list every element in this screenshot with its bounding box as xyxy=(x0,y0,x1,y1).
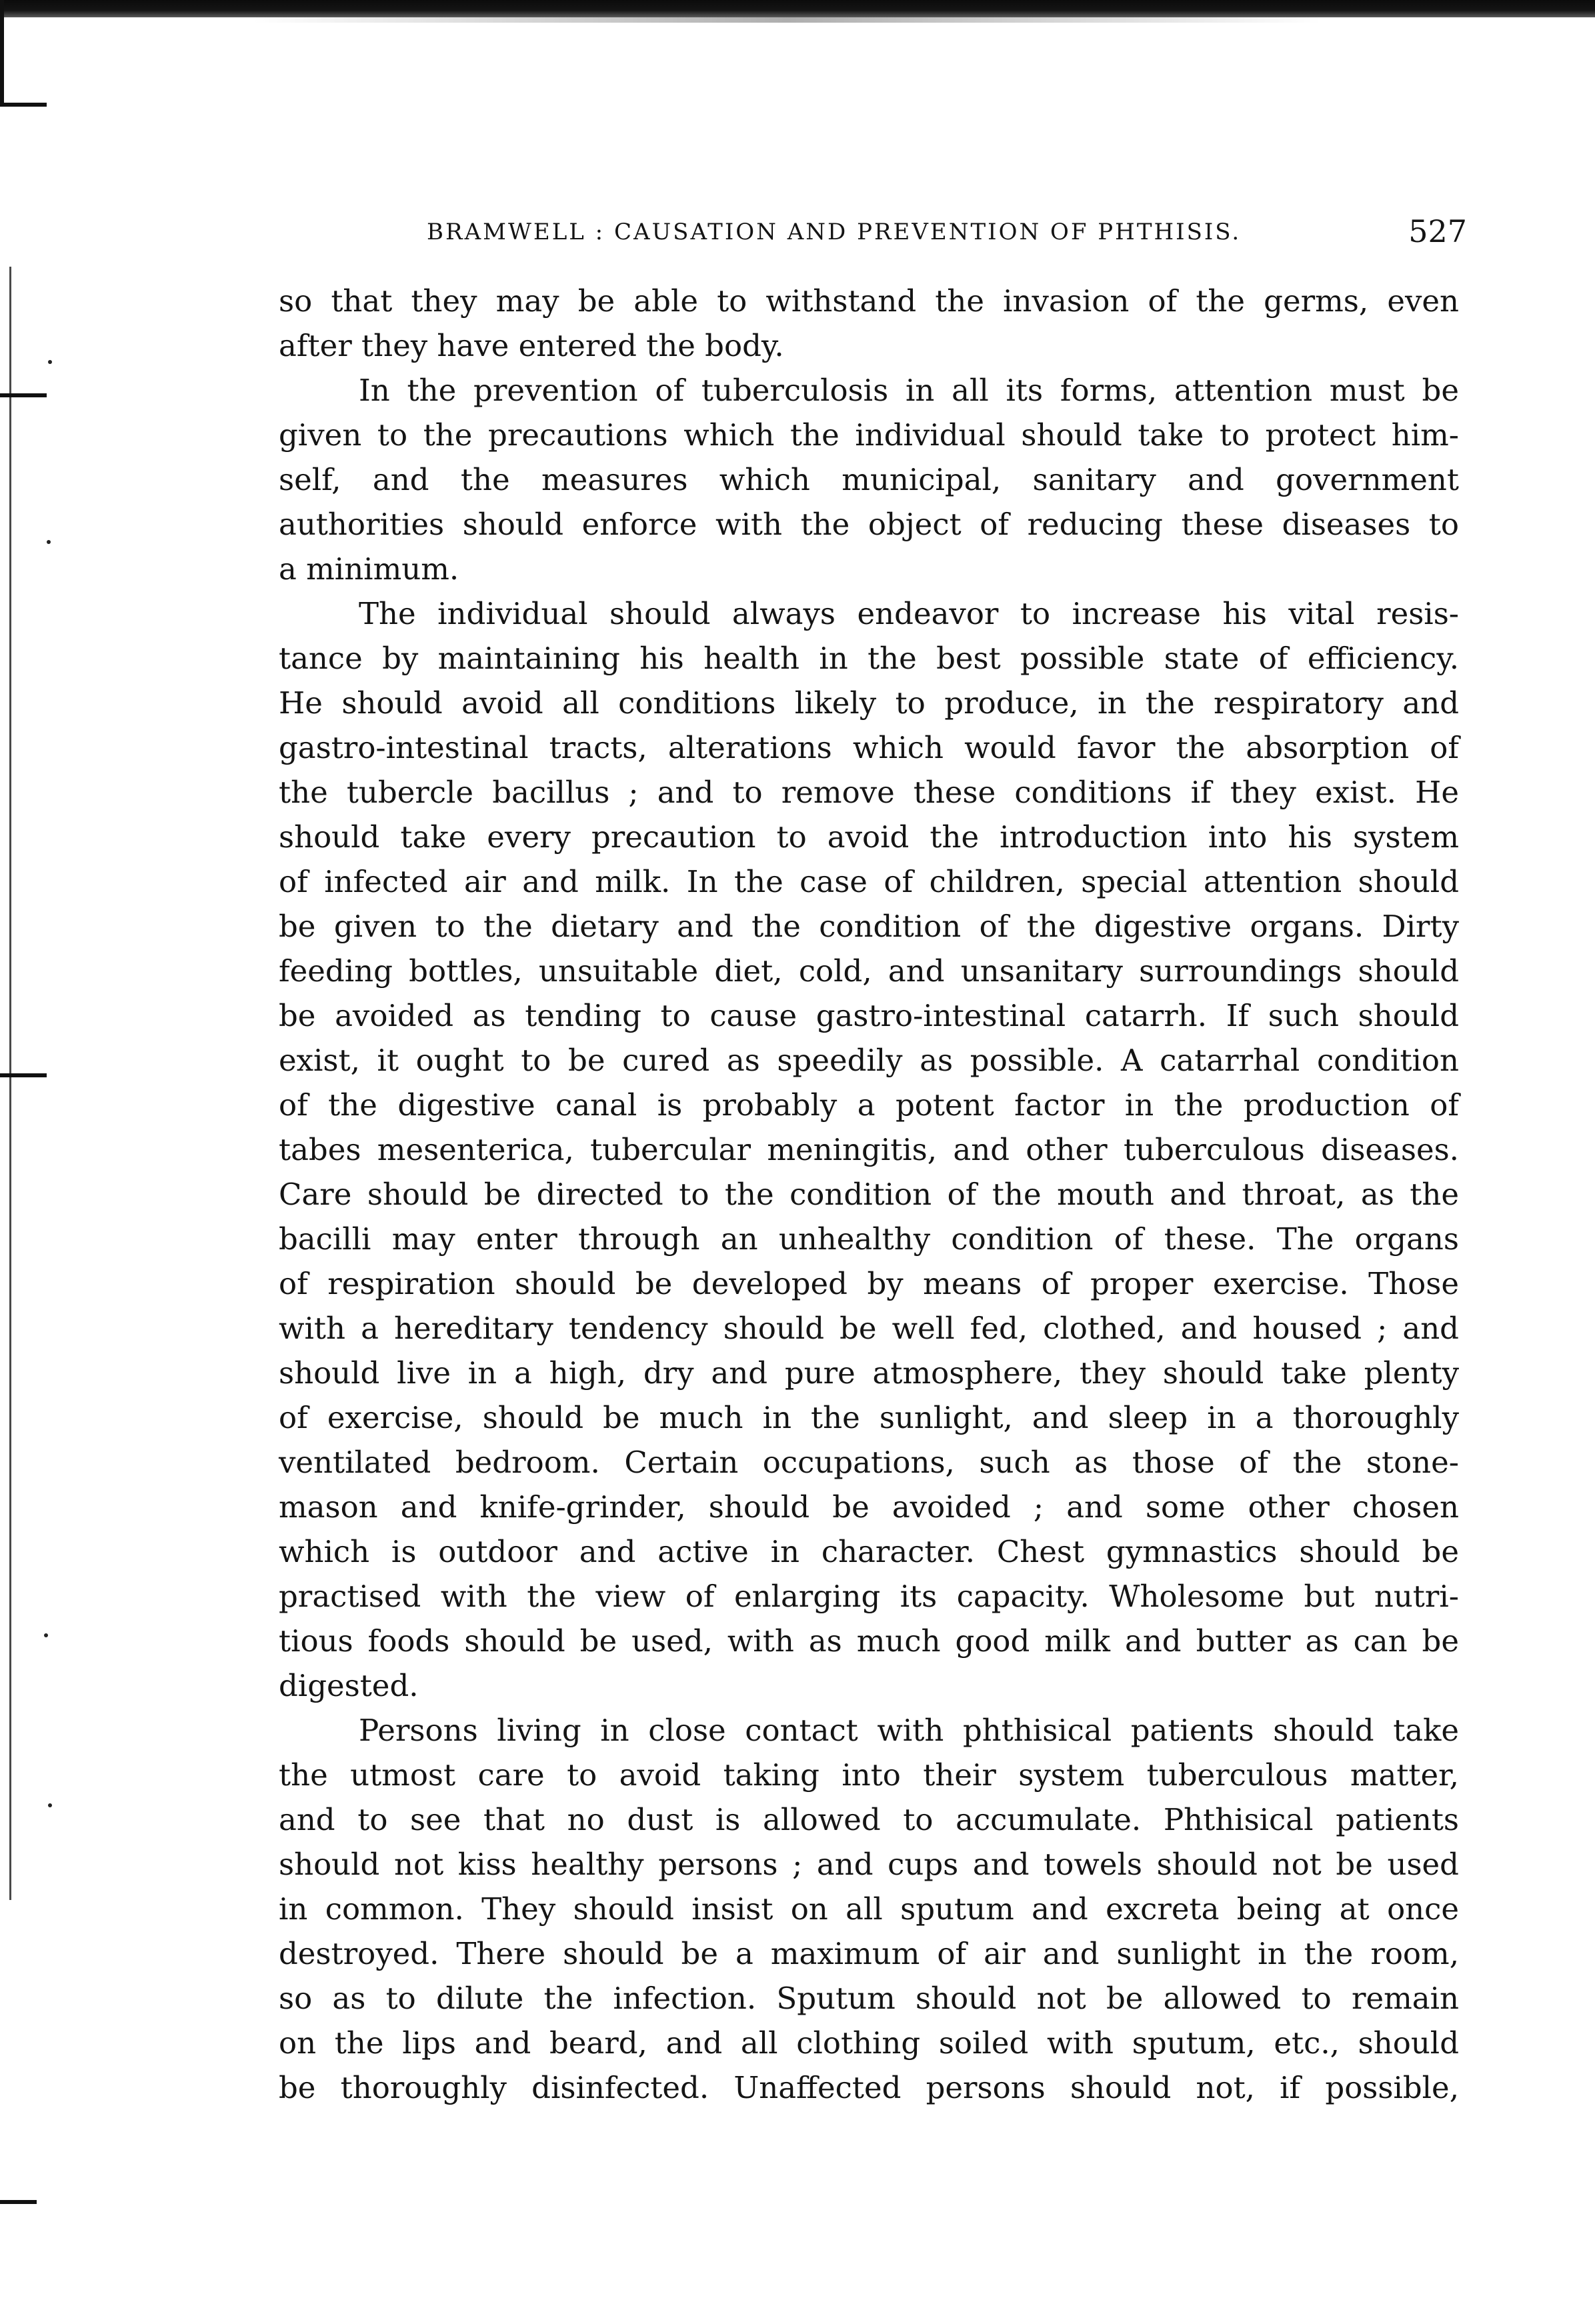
text-line: should not kiss healthy persons ; and cups and towels should not be used xyxy=(279,1847,1459,1882)
text-line: gastro-intestinal tracts, alterations which would favor the absorption of xyxy=(279,730,1459,765)
running-title: BRAMWELL : CAUSATION AND PREVENTION OF PHTHISIS. xyxy=(427,219,1242,245)
scan-speck xyxy=(48,1803,52,1807)
text-line: Persons living in close contact with phthisical patients should take xyxy=(359,1713,1459,1748)
scan-border-top xyxy=(0,0,1595,17)
text-line: in common. They should insist on all sputum and excreta being at once xyxy=(279,1891,1459,1927)
text-line: after they have entered the body. xyxy=(279,328,784,363)
text-line: be thoroughly disinfected. Unaffected persons should not, if possible, xyxy=(279,2070,1459,2105)
text-line: Care should be directed to the condition of the mouth and throat, as the xyxy=(279,1177,1459,1212)
scan-speck xyxy=(44,1633,48,1637)
text-line: feeding bottles, unsuitable diet, cold, and unsanitary surroundings should xyxy=(279,953,1459,989)
scan-tick-mark xyxy=(0,393,47,397)
body-text xyxy=(279,279,1459,2110)
running-header xyxy=(427,213,1467,253)
text-line: given to the precautions which the individual should take to protect him- xyxy=(279,417,1459,453)
text-line: bacilli may enter through an unhealthy condition of these. The organs xyxy=(279,1221,1459,1257)
scan-left-edge xyxy=(9,267,11,1900)
text-line: mason and knife-grinder, should be avoided ; and some other chosen xyxy=(279,1489,1459,1525)
text-line: be given to the dietary and the condition of the digestive organs. Dirty xyxy=(279,909,1459,944)
scan-speck xyxy=(47,540,51,544)
text-line: digested. xyxy=(279,1668,419,1703)
text-line: tabes mesenterica, tubercular meningitis, and other tuberculous diseases. xyxy=(279,1132,1459,1167)
scan-speck xyxy=(48,360,52,364)
text-line: of infected air and milk. In the case of children, special attention should xyxy=(279,864,1459,899)
text-line: He should avoid all conditions likely to produce, in the respiratory and xyxy=(279,685,1459,721)
text-line: exist, it ought to be cured as speedily as possible. A catarrhal condition xyxy=(279,1043,1459,1078)
text-line: should take every precaution to avoid the introduction into his system xyxy=(279,819,1459,855)
text-line: should live in a high, dry and pure atmosphere, they should take plenty xyxy=(279,1355,1459,1391)
text-line: a minimum. xyxy=(279,551,459,587)
scan-corner-mark xyxy=(0,0,47,107)
scan-tick-mark xyxy=(0,1073,47,1077)
text-line: which is outdoor and active in character. Chest gymnastics should be xyxy=(279,1534,1459,1569)
text-line: on the lips and beard, and all clothing soiled with sputum, etc., should xyxy=(279,2025,1459,2061)
text-line: The individual should always endeavor to increase his vital resis- xyxy=(359,596,1459,631)
page-number: 527 xyxy=(1408,213,1467,249)
text-line: self, and the measures which municipal, sanitary and government xyxy=(279,462,1459,497)
text-line: be avoided as tending to cause gastro-intestinal catarrh. If such should xyxy=(279,998,1459,1033)
text-line: destroyed. There should be a maximum of air and sunlight in the room, xyxy=(279,1936,1459,1971)
text-line: In the prevention of tuberculosis in all its forms, attention must be xyxy=(359,373,1459,408)
text-line: of respiration should be developed by means of proper exercise. Those xyxy=(279,1266,1459,1301)
text-line: authorities should enforce with the object of reducing these diseases to xyxy=(279,507,1459,542)
scan-border-shadow xyxy=(253,17,1320,23)
text-line: of exercise, should be much in the sunlight, and sleep in a thoroughly xyxy=(279,1400,1459,1435)
text-line: tance by maintaining his health in the best possible state of efficiency. xyxy=(279,641,1459,676)
text-line: of the digestive canal is probably a potent factor in the production of xyxy=(279,1087,1459,1123)
text-line: and to see that no dust is allowed to accumulate. Phthisical patients xyxy=(279,1802,1459,1837)
scan-tick-mark xyxy=(0,2200,37,2204)
text-line: so that they may be able to withstand the invasion of the germs, even xyxy=(279,283,1459,319)
text-line: the tubercle bacillus ; and to remove these conditions if they exist. He xyxy=(279,775,1459,810)
text-line: practised with the view of enlarging its capacity. Wholesome but nutri- xyxy=(279,1579,1459,1614)
text-line: so as to dilute the infection. Sputum should not be allowed to remain xyxy=(279,1981,1459,2016)
text-line: tious foods should be used, with as much good milk and butter as can be xyxy=(279,1623,1459,1659)
text-line: with a hereditary tendency should be well fed, clothed, and housed ; and xyxy=(279,1311,1459,1346)
text-line: the utmost care to avoid taking into their system tuberculous matter, xyxy=(279,1757,1459,1793)
text-line: ventilated bedroom. Certain occupations, such as those of the stone- xyxy=(279,1445,1459,1480)
